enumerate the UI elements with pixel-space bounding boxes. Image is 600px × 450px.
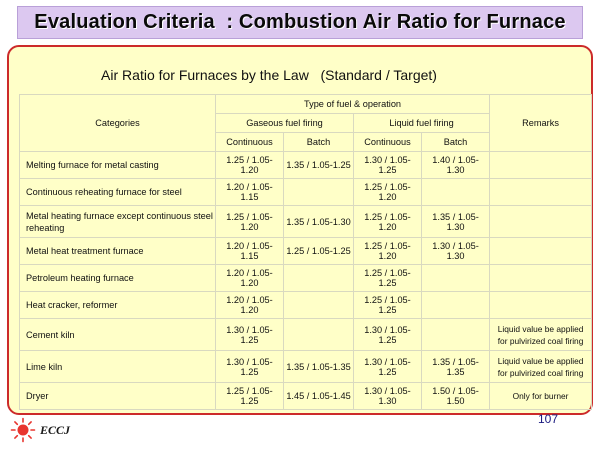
gas-batch-value: 1.35 / 1.05-1.25: [284, 152, 354, 179]
row-remarks: Liquid value be applied for pulvirized coal firing: [490, 351, 592, 383]
row-category: Lime kiln: [20, 351, 216, 383]
table-row: [20, 206, 592, 238]
table-row: [20, 265, 592, 292]
liquid-batch-value: [422, 265, 490, 292]
liquid-continuous-value: 1.25 / 1.05-1.25: [354, 292, 422, 319]
liquid-continuous-value: 1.25 / 1.05-1.20: [354, 206, 422, 238]
gas-batch-header: Batch: [284, 133, 354, 152]
row-remarks: [490, 152, 592, 179]
row-remarks: [490, 179, 592, 206]
gas-continuous-header: Continuous: [216, 133, 284, 152]
title-bar: [17, 6, 583, 39]
gas-continuous-value: 1.25 / 1.05-1.25: [216, 383, 284, 410]
table-row: [20, 292, 592, 319]
fuel-type-header: Type of fuel & operation: [216, 95, 490, 114]
categories-header: Categories: [20, 95, 216, 152]
table-row: [20, 319, 592, 351]
row-remarks: [490, 238, 592, 265]
liquid-continuous-value: 1.30 / 1.05-1.25: [354, 152, 422, 179]
row-category: Melting furnace for metal casting: [20, 152, 216, 179]
liquid-batch-value: 1.40 / 1.05-1.30: [422, 152, 490, 179]
liquid-batch-value: 1.50 / 1.05-1.50: [422, 383, 490, 410]
row-category: Heat cracker, reformer: [20, 292, 216, 319]
liquid-continuous-value: 1.25 / 1.05-1.20: [354, 238, 422, 265]
liquid-batch-value: [422, 179, 490, 206]
liquid-continuous-value: 1.30 / 1.05-1.30: [354, 383, 422, 410]
row-remarks: Only for burner: [490, 383, 592, 410]
content-panel: [7, 45, 593, 415]
gas-continuous-value: 1.20 / 1.05-1.20: [216, 265, 284, 292]
slide-number: 107: [538, 412, 559, 426]
slide-title: Evaluation Criteria : Combustion Air Ratio for Furnace: [34, 11, 566, 33]
row-remarks: Liquid value be applied for pulvirized coal firing: [490, 319, 592, 351]
row-category: Continuous reheating furnace for steel: [20, 179, 216, 206]
liquid-batch-value: 1.35 / 1.05-1.35: [422, 351, 490, 383]
gas-continuous-value: 1.20 / 1.05-1.15: [216, 238, 284, 265]
row-category: Metal heating furnace except continuous steel reheating: [20, 206, 216, 238]
liquid-batch-value: [422, 292, 490, 319]
liquid-continuous-value: 1.25 / 1.05-1.20: [354, 179, 422, 206]
liquid-header: Liquid fuel firing: [354, 114, 490, 133]
row-category: Dryer: [20, 383, 216, 410]
liquid-batch-value: 1.35 / 1.05-1.30: [422, 206, 490, 238]
gas-continuous-value: 1.25 / 1.05-1.20: [216, 152, 284, 179]
gas-continuous-value: 1.20 / 1.05-1.20: [216, 292, 284, 319]
table-row: [20, 238, 592, 265]
gas-batch-value: [284, 179, 354, 206]
gas-batch-value: [284, 265, 354, 292]
table-row: [20, 179, 592, 206]
remarks-header: Remarks: [490, 95, 592, 152]
table-row: [20, 152, 592, 179]
liquid-batch-header: Batch: [422, 133, 490, 152]
air-ratio-table: [19, 94, 592, 410]
gas-continuous-value: 1.30 / 1.05-1.25: [216, 319, 284, 351]
liquid-continuous-value: 1.30 / 1.05-1.25: [354, 319, 422, 351]
liquid-continuous-header: Continuous: [354, 133, 422, 152]
row-category: Metal heat treatment furnace: [20, 238, 216, 265]
row-category: Cement kiln: [20, 319, 216, 351]
gas-batch-value: 1.45 / 1.05-1.45: [284, 383, 354, 410]
liquid-batch-value: 1.30 / 1.05-1.30: [422, 238, 490, 265]
gas-batch-value: [284, 319, 354, 351]
eccj-sun-logo-icon: [10, 417, 36, 443]
liquid-continuous-value: 1.25 / 1.05-1.25: [354, 265, 422, 292]
logo-text: ECCJ: [40, 422, 71, 437]
gas-continuous-value: 1.25 / 1.05-1.20: [216, 206, 284, 238]
gas-batch-value: 1.35 / 1.05-1.35: [284, 351, 354, 383]
table-heading: Air Ratio for Furnaces by the Law (Standard / Target): [101, 67, 437, 83]
table-row: [20, 351, 592, 383]
liquid-batch-value: [422, 319, 490, 351]
gas-continuous-value: 1.30 / 1.05-1.25: [216, 351, 284, 383]
table-row: [20, 383, 592, 410]
gaseous-header: Gaseous fuel firing: [216, 114, 354, 133]
liquid-continuous-value: 1.30 / 1.05-1.25: [354, 351, 422, 383]
row-remarks: [490, 265, 592, 292]
row-category: Petroleum heating furnace: [20, 265, 216, 292]
row-remarks: [490, 292, 592, 319]
gas-batch-value: 1.35 / 1.05-1.30: [284, 206, 354, 238]
gas-continuous-value: 1.20 / 1.05-1.15: [216, 179, 284, 206]
row-remarks: [490, 206, 592, 238]
eccj-logo: [10, 417, 100, 443]
gas-batch-value: [284, 292, 354, 319]
gas-batch-value: 1.25 / 1.05-1.25: [284, 238, 354, 265]
